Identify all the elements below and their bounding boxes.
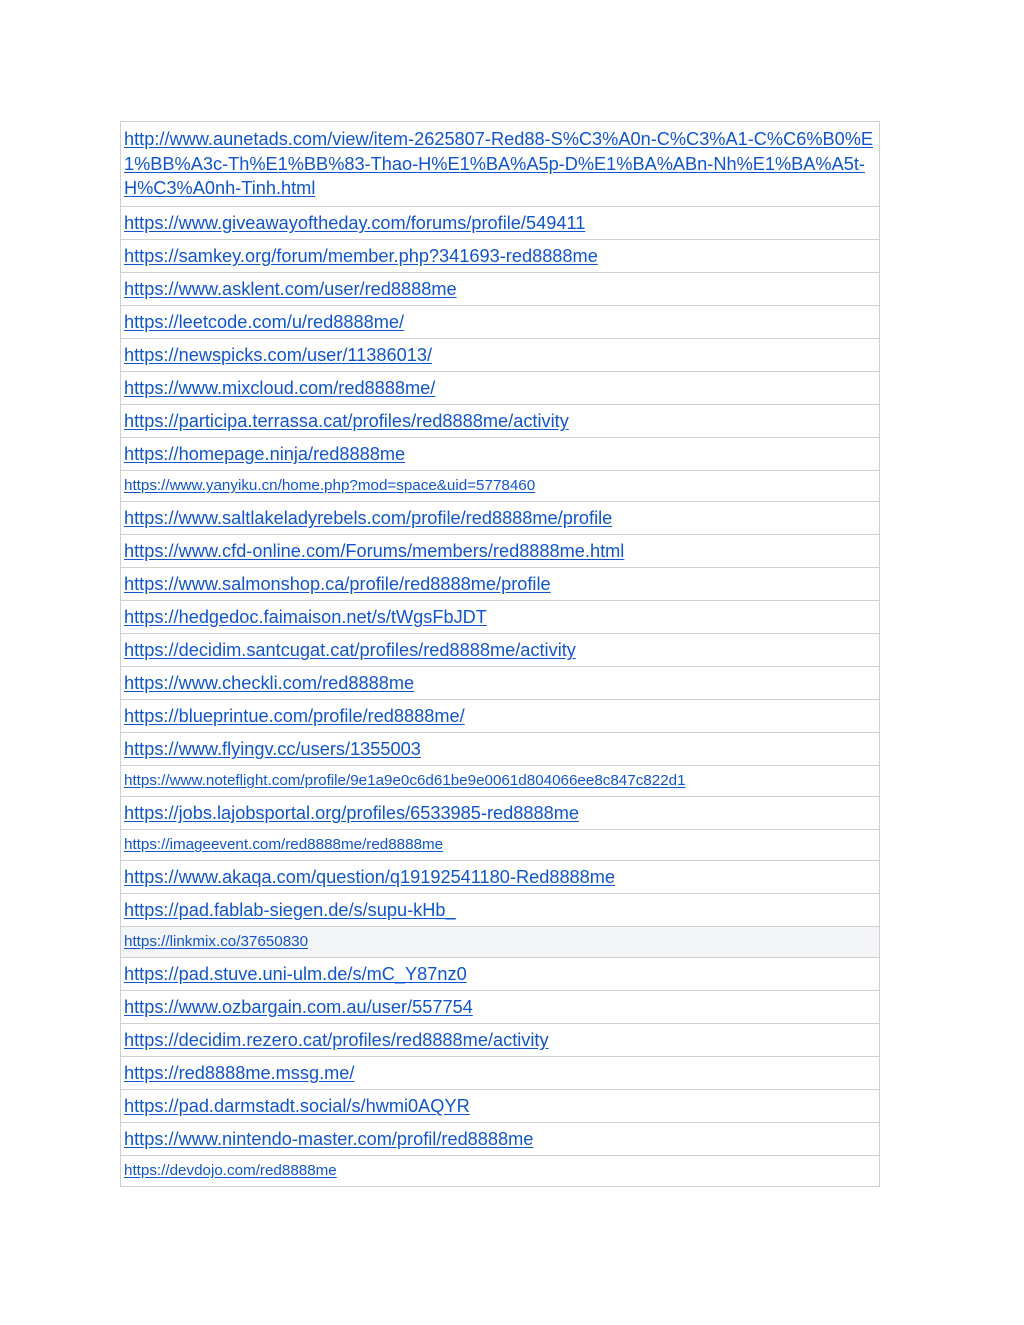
table-row (121, 405, 880, 438)
table-cell (121, 700, 880, 733)
table-cell (121, 601, 880, 634)
table-row (121, 700, 880, 733)
url-link[interactable]: https://hedgedoc.faimaison.net/s/tWgsFbJDT (124, 607, 487, 627)
url-link[interactable]: https://www.checkli.com/red8888me (124, 673, 415, 693)
table-cell (121, 634, 880, 667)
table-cell (121, 861, 880, 894)
table-row (121, 894, 880, 927)
table-cell (121, 991, 880, 1024)
table-row (121, 502, 880, 535)
url-link[interactable]: https://red8888me.mssg.me/ (124, 1063, 355, 1083)
table-cell (121, 240, 880, 273)
table-cell (121, 372, 880, 405)
url-link[interactable]: https://www.ozbargain.com.au/user/557754 (124, 997, 473, 1017)
url-link[interactable]: https://www.nintendo-master.com/profil/red8888me (124, 1129, 534, 1149)
table-cell (121, 405, 880, 438)
url-link[interactable]: https://www.saltlakeladyrebels.com/profile/red8888me/profile (124, 508, 613, 528)
table-cell (121, 1090, 880, 1123)
table-cell (121, 535, 880, 568)
table-row (121, 306, 880, 339)
table-cell (121, 1123, 880, 1156)
table-row (121, 991, 880, 1024)
table-row (121, 1057, 880, 1090)
url-link[interactable]: https://www.mixcloud.com/red8888me/ (124, 378, 436, 398)
table-row (121, 207, 880, 240)
url-link[interactable]: https://decidim.rezero.cat/profiles/red8888me/activity (124, 1030, 549, 1050)
table-cell (121, 733, 880, 766)
table-cell (121, 797, 880, 830)
url-link[interactable]: https://www.noteflight.com/profile/9e1a9e0c6d61be9e0061d804066ee8c847c822d1 (124, 772, 686, 789)
table-row (121, 1024, 880, 1057)
table-cell (121, 667, 880, 700)
table-cell (121, 830, 880, 861)
url-link[interactable]: https://homepage.ninja/red8888me (124, 444, 406, 464)
table-cell (121, 568, 880, 601)
table-row (121, 471, 880, 502)
table-cell (121, 958, 880, 991)
url-link[interactable]: https://pad.darmstadt.social/s/hwmi0AQYR (124, 1096, 470, 1116)
table-cell (121, 122, 880, 207)
table-row (121, 634, 880, 667)
table-cell (121, 339, 880, 372)
url-link[interactable]: https://devdojo.com/red8888me (124, 1162, 337, 1179)
url-link[interactable]: https://blueprintue.com/profile/red8888me/ (124, 706, 465, 726)
table-cell (121, 273, 880, 306)
url-link[interactable]: https://www.yanyiku.cn/home.php?mod=space&uid=5778460 (124, 477, 536, 494)
url-link[interactable]: https://jobs.lajobsportal.org/profiles/6533985-red8888me (124, 803, 579, 823)
table-cell (121, 502, 880, 535)
table-cell (121, 894, 880, 927)
url-link[interactable]: https://www.flyingv.cc/users/1355003 (124, 739, 421, 759)
url-link[interactable]: https://www.asklent.com/user/red8888me (124, 279, 457, 299)
table-row (121, 830, 880, 861)
table-cell (121, 1024, 880, 1057)
url-link[interactable]: https://leetcode.com/u/red8888me/ (124, 312, 405, 332)
table-row (121, 1156, 880, 1187)
url-link[interactable]: https://www.salmonshop.ca/profile/red8888me/profile (124, 574, 551, 594)
url-link[interactable]: https://imageevent.com/red8888me/red8888me (124, 836, 444, 853)
table-row (121, 861, 880, 894)
table-row (121, 535, 880, 568)
url-link[interactable]: https://pad.stuve.uni-ulm.de/s/mC_Y87nz0 (124, 964, 467, 984)
url-link[interactable]: https://www.giveawayoftheday.com/forums/profile/549411 (124, 213, 586, 233)
table-row (121, 766, 880, 797)
table-row (121, 568, 880, 601)
table-cell (121, 438, 880, 471)
table-cell (121, 1156, 880, 1187)
table-row (121, 733, 880, 766)
table-row (121, 667, 880, 700)
table-row (121, 1123, 880, 1156)
table-row (121, 372, 880, 405)
table-row (121, 122, 880, 207)
url-link[interactable]: https://decidim.santcugat.cat/profiles/red8888me/activity (124, 640, 576, 660)
table-row (121, 1090, 880, 1123)
table-cell (121, 1057, 880, 1090)
url-link[interactable]: https://participa.terrassa.cat/profiles/red8888me/activity (124, 411, 569, 431)
table-row (121, 438, 880, 471)
table-row (121, 958, 880, 991)
table-row (121, 797, 880, 830)
url-link[interactable]: https://samkey.org/forum/member.php?341693-red8888me (124, 246, 598, 266)
url-link[interactable]: http://www.aunetads.com/view/item-2625807-Red88-S%C3%A0n-C%C3%A1-C%C6%B0%E1%BB%A3c-Th%E1%BB%83-Thao-H%E1%BA%A5p-D%E1%BA%ABn-Nh%E1%BA%A5t-H%C3%A0nh-Tinh.html (124, 129, 874, 199)
table-row (121, 240, 880, 273)
table-row (121, 273, 880, 306)
url-link[interactable]: https://www.cfd-online.com/Forums/members/red8888me.html (124, 541, 625, 561)
table-cell (121, 207, 880, 240)
table-row (121, 339, 880, 372)
url-link[interactable]: https://newspicks.com/user/11386013/ (124, 345, 433, 365)
table-cell (121, 471, 880, 502)
url-link[interactable]: https://www.akaqa.com/question/q19192541180-Red8888me (124, 867, 616, 887)
table-cell (121, 927, 880, 958)
table-row (121, 601, 880, 634)
table-row (121, 927, 880, 958)
url-link[interactable]: https://pad.fablab-siegen.de/s/supu-kHb_ (124, 900, 456, 920)
link-table (120, 121, 880, 1187)
table-cell (121, 766, 880, 797)
url-link[interactable]: https://linkmix.co/37650830 (124, 933, 309, 950)
table-cell (121, 306, 880, 339)
